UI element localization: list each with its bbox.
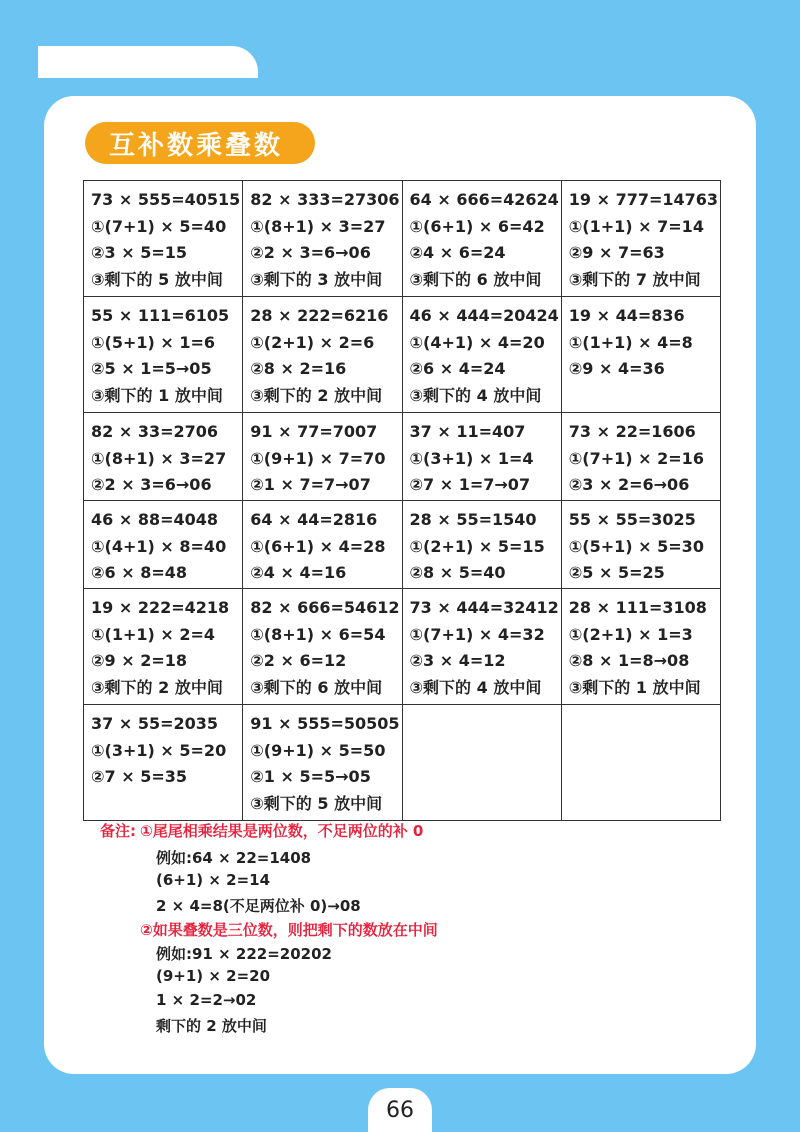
cell-step: ②7 × 1=7→07 <box>409 475 531 494</box>
cell-equation: 91 × 555=50505 <box>250 714 400 733</box>
cell-step: ③剩下的 4 放中间 <box>409 677 542 697</box>
cell-step: ①(1+1) × 4=8 <box>568 332 693 352</box>
cell-step: ①(5+1) × 5=30 <box>568 536 704 556</box>
grid-cell <box>561 501 720 589</box>
cell-step: ②7 × 5=35 <box>91 767 188 786</box>
grid-cell <box>561 705 720 821</box>
cell-step: ②2 × 3=6→06 <box>91 475 212 494</box>
cell-equation: 64 × 666=42624 <box>409 190 559 209</box>
cell-step: ③剩下的 1 放中间 <box>568 677 701 697</box>
cell-step: ②6 × 8=48 <box>91 563 188 582</box>
cell-step: ②1 × 5=5→05 <box>250 767 371 786</box>
grid-cell <box>402 501 561 589</box>
grid-row <box>84 501 721 589</box>
cell-step: ①(8+1) × 6=54 <box>250 624 386 644</box>
cell-step: ①(3+1) × 1=4 <box>409 448 534 468</box>
cell-step: ①(7+1) × 5=40 <box>91 216 227 236</box>
cell-step: ②2 × 6=12 <box>250 651 347 670</box>
cell-step: ③剩下的 2 放中间 <box>250 385 383 405</box>
cell-equation: 82 × 33=2706 <box>91 422 219 441</box>
cell-step: ①(4+1) × 8=40 <box>91 536 227 556</box>
page-number: 66 <box>368 1088 432 1132</box>
grid-cell <box>84 589 243 705</box>
cell-equation: 55 × 111=6105 <box>91 306 230 325</box>
note-1: ①尾尾相乘结果是两位数，不足两位的补 0 <box>140 822 424 840</box>
page-title: 互补数乘叠数 <box>85 122 315 164</box>
cell-step: ①(7+1) × 2=16 <box>568 448 704 468</box>
cell-equation: 82 × 333=27306 <box>250 190 400 209</box>
cell-equation: 28 × 222=6216 <box>250 306 389 325</box>
cell-equation: 73 × 22=1606 <box>568 422 696 441</box>
cell-step: ③剩下的 6 放中间 <box>250 677 383 697</box>
grid-cell <box>243 589 402 705</box>
cell-equation: 37 × 11=407 <box>409 422 526 441</box>
cell-step: ①(9+1) × 5=50 <box>250 740 386 760</box>
cell-step: ①(6+1) × 4=28 <box>250 536 386 556</box>
cell-step: ①(2+1) × 1=3 <box>568 624 693 644</box>
cell-step: ①(8+1) × 3=27 <box>91 448 227 468</box>
example-2-step-1: (9+1) × 2=20 <box>156 967 271 985</box>
cell-step: ②8 × 2=16 <box>250 359 347 378</box>
grid-cell <box>84 413 243 501</box>
cell-step: ③剩下的 5 放中间 <box>250 793 383 813</box>
cell-step: ③剩下的 7 放中间 <box>568 269 701 289</box>
grid-cell <box>561 297 720 413</box>
cell-equation: 37 × 55=2035 <box>91 714 219 733</box>
example-2-step-2: 1 × 2=2→02 <box>156 991 257 1009</box>
example-1-title: 例如:64 × 22=1408 <box>156 849 312 867</box>
cell-equation: 19 × 44=836 <box>568 306 685 325</box>
grid-cell <box>561 413 720 501</box>
cell-step: ③剩下的 2 放中间 <box>91 677 223 697</box>
grid-cell <box>84 705 243 821</box>
example-2-step-3: 剩下的 2 放中间 <box>156 1017 267 1035</box>
cell-equation: 46 × 88=4048 <box>91 510 219 529</box>
cell-step: ②3 × 2=6→06 <box>568 475 690 494</box>
cell-step: ②1 × 7=7→07 <box>250 475 371 494</box>
cell-equation: 46 × 444=20424 <box>409 306 559 325</box>
example-1-step-2: 2 × 4=8(不足两位补 0)→08 <box>156 897 361 915</box>
cell-step: ②9 × 4=36 <box>568 359 665 378</box>
grid-row <box>84 297 721 413</box>
grid-cell <box>243 297 402 413</box>
cell-step: ①(8+1) × 3=27 <box>250 216 386 236</box>
cell-equation: 82 × 666=54612 <box>250 598 400 617</box>
cell-step: ①(5+1) × 1=6 <box>91 332 216 352</box>
cell-equation: 73 × 444=32412 <box>409 598 559 617</box>
grid-cell <box>561 181 720 297</box>
top-tab-decoration <box>38 46 258 78</box>
example-grid <box>83 180 721 821</box>
cell-equation: 19 × 222=4218 <box>91 598 230 617</box>
cell-step: ②5 × 5=25 <box>568 563 665 582</box>
grid-cell <box>243 501 402 589</box>
cell-step: ①(6+1) × 6=42 <box>409 216 545 236</box>
note-2: ②如果叠数是三位数，则把剩下的数放在中间 <box>140 921 438 939</box>
grid-cell <box>402 181 561 297</box>
cell-step: ②3 × 5=15 <box>91 243 188 262</box>
grid-cell <box>243 413 402 501</box>
cell-step: ①(2+1) × 2=6 <box>250 332 375 352</box>
grid-row <box>84 589 721 705</box>
cell-step: ③剩下的 6 放中间 <box>409 269 542 289</box>
cell-step: ②3 × 4=12 <box>409 651 506 670</box>
grid-cell <box>84 181 243 297</box>
cell-step: ③剩下的 5 放中间 <box>91 269 223 289</box>
grid-cell <box>402 413 561 501</box>
cell-step: ①(1+1) × 2=4 <box>91 624 216 644</box>
grid-cell <box>561 589 720 705</box>
cell-step: ③剩下的 4 放中间 <box>409 385 542 405</box>
cell-step: ①(1+1) × 7=14 <box>568 216 704 236</box>
cell-step: ②8 × 1=8→08 <box>568 651 690 670</box>
grid-cell <box>243 705 402 821</box>
cell-step: ③剩下的 3 放中间 <box>250 269 383 289</box>
cell-step: ②9 × 7=63 <box>568 243 665 262</box>
grid-cell <box>84 297 243 413</box>
cell-step: ②8 × 5=40 <box>409 563 506 582</box>
grid-cell <box>84 501 243 589</box>
cell-equation: 28 × 55=1540 <box>409 510 537 529</box>
cell-equation: 64 × 44=2816 <box>250 510 378 529</box>
cell-equation: 28 × 111=3108 <box>568 598 707 617</box>
cell-step: ②5 × 1=5→05 <box>91 359 212 378</box>
cell-step: ①(2+1) × 5=15 <box>409 536 545 556</box>
cell-step: ②6 × 4=24 <box>409 359 506 378</box>
grid-row <box>84 413 721 501</box>
grid-cell <box>243 181 402 297</box>
cell-step: ①(3+1) × 5=20 <box>91 740 227 760</box>
grid-cell <box>402 589 561 705</box>
cell-step: ②2 × 3=6→06 <box>250 243 371 262</box>
cell-step: ①(7+1) × 4=32 <box>409 624 545 644</box>
cell-step: ②4 × 6=24 <box>409 243 506 262</box>
cell-equation: 55 × 55=3025 <box>568 510 696 529</box>
cell-step: ③剩下的 1 放中间 <box>91 385 223 405</box>
grid-row <box>84 705 721 821</box>
example-1-step-1: (6+1) × 2=14 <box>156 871 271 889</box>
grid-row <box>84 181 721 297</box>
cell-step: ②4 × 4=16 <box>250 563 347 582</box>
grid-cell <box>402 297 561 413</box>
cell-equation: 73 × 555=40515 <box>91 190 241 209</box>
example-2-title: 例如:91 × 222=20202 <box>156 945 332 963</box>
cell-step: ①(9+1) × 7=70 <box>250 448 386 468</box>
grid-cell <box>402 705 561 821</box>
cell-step: ①(4+1) × 4=20 <box>409 332 545 352</box>
cell-equation: 19 × 777=14763 <box>568 190 719 209</box>
cell-step: ②9 × 2=18 <box>91 651 188 670</box>
cell-equation: 91 × 77=7007 <box>250 422 378 441</box>
notes-label: 备注: <box>100 822 136 840</box>
